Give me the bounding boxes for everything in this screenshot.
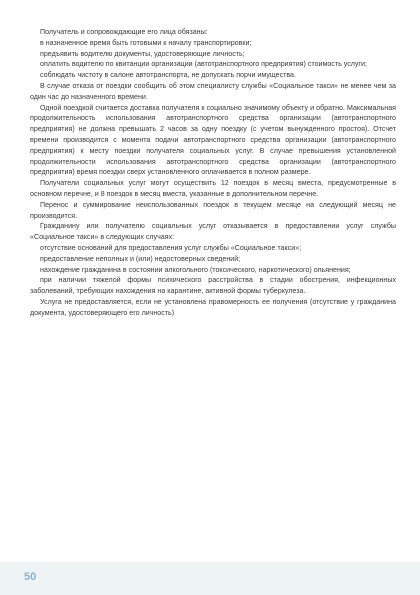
paragraph: предъявить водителю документы, удостоверяющие личность;	[40, 49, 245, 58]
paragraph: Услуга не предоставляется, если не установлена правомерность ее получения (отсутствие у гражданина документа, удостоверяющего его личность)	[30, 297, 396, 317]
paragraph: Перенос и суммирование неиспользованных поездок в текущем месяце на следующий месяц не производится.	[30, 200, 396, 220]
paragraph: Получатели социальных услуг могут осуществить 12 поездок в месяц вместа, предусмотренные в основном перечне, и 8 поездок в месяц вместа, указанные в дополнительном перечне.	[30, 179, 396, 198]
paragraph: Получатель и сопровождающие его лица обязаны:	[40, 28, 208, 36]
footer-bar	[0, 562, 420, 595]
document-body	[30, 27, 396, 319]
paragraph: Одной поездкой считается доставка получателя к социально значимому объекту и обратно. Максимальная продолжительность использования автотранспортного средства организации (автотранспортного предприятия) не должна превышать 2 часов за одну поездку (с учетом вынужденного простоя). Отсчет времени производится с момента подачи автотранспортного средства организации (автотранспортного предприятия) к месту поездки получателя социальных услуг. В случае превышения установленной продолжительности использования автотранспортного средства организации (автотранспортного предприятия) время поездки сверх установленного оплачивается в полном размере.	[30, 103, 396, 177]
paragraph: соблюдать чистоту в салоне автотранспорта, не допускать порчи имущества.	[40, 71, 296, 80]
paragraph: в назначенное время быть готовыми к началу транспортировки;	[40, 38, 252, 47]
paragraph: отсутствие оснований для предоставления услуг службы «Социальное такси»;	[40, 243, 302, 252]
paragraph: В случае отказа от поездки сообщить об этом специалисту службы «Социальное такси» не менее чем за один час до назначенного времени.	[30, 81, 396, 101]
paragraph: нахождение гражданина в состоянии алкогольного (токсического, наркотического) опьянения;	[40, 265, 351, 274]
paragraph: предоставление неполных и (или) недостоверных сведений;	[40, 254, 241, 263]
paragraph: при наличии тяжелой формы психического расстройства в стадии обострения, инфекционных заболеваний, требующих нахождения на карантине, активной формы туберкулеза.	[30, 276, 396, 296]
page-number: 50	[24, 571, 37, 583]
paragraph: оплатить водителю по квитанции организации (автотранспортного предприятия) стоимость услуги;	[40, 60, 367, 69]
paragraph: Гражданину или получателю социальных услуг отказывается в предоставлении услуг службы «Социальное такси» в следующих случаях:	[30, 222, 396, 242]
